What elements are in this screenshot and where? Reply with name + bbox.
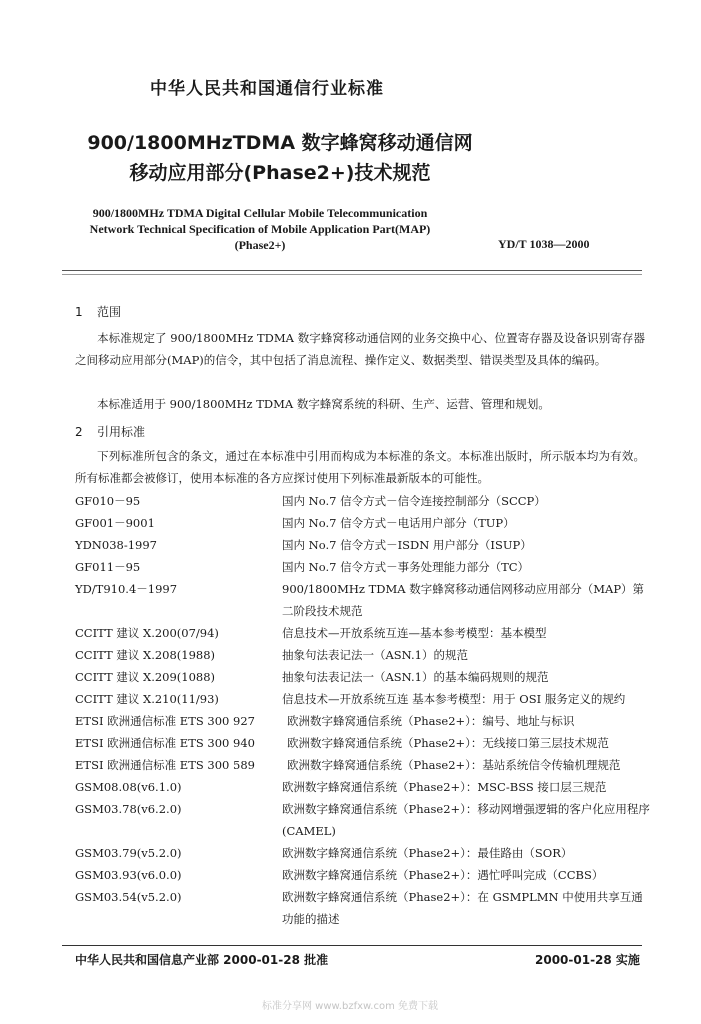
title-zh-line2: 移动应用部分(Phase2+)技术规范 bbox=[129, 162, 431, 184]
reference-item bbox=[75, 534, 655, 556]
section-number: 2 bbox=[75, 425, 83, 439]
reference-item bbox=[75, 886, 655, 930]
section-refs-heading bbox=[75, 423, 145, 440]
reference-code: GF001－9001 bbox=[75, 516, 155, 530]
reference-desc: 国内 No.7 信令方式－电话用户部分（TUP） bbox=[282, 516, 515, 530]
reference-desc: 信息技术—开放系统互连—基本参考模型：基本模型 bbox=[282, 626, 547, 640]
reference-desc: 欧洲数字蜂窝通信系统（Phase2+）：编号、地址与标识 bbox=[287, 714, 575, 728]
reference-item bbox=[75, 512, 655, 534]
section-number: 1 bbox=[75, 305, 83, 319]
reference-desc: 信息技术—开放系统互连 基本参考模型：用于 OSI 服务定义的规约 bbox=[282, 692, 626, 706]
header-divider-secondary bbox=[62, 274, 642, 275]
reference-code: CCITT 建议 X.200(07/94) bbox=[75, 626, 219, 640]
effective-date: 2000-01-28 实施 bbox=[535, 953, 640, 967]
reference-code: GF010－95 bbox=[75, 494, 141, 508]
reference-code: GSM08.08(v6.1.0) bbox=[75, 780, 182, 794]
refs-intro-paragraph bbox=[75, 445, 645, 489]
reference-item bbox=[75, 864, 655, 886]
reference-item bbox=[75, 578, 655, 622]
reference-desc: 欧洲数字蜂窝通信系统（Phase2+）：遇忙呼叫完成（CCBS） bbox=[282, 868, 604, 882]
scope-paragraph-2 bbox=[75, 393, 645, 415]
reference-desc: 欧洲数字蜂窝通信系统（Phase2+）：MSC-BSS 接口层三规范 bbox=[282, 780, 607, 794]
reference-code: CCITT 建议 X.210(11/93) bbox=[75, 692, 219, 706]
reference-item bbox=[75, 644, 655, 666]
title-en-line3: (Phase2+) bbox=[234, 238, 286, 252]
reference-desc: 抽象句法表记法一（ASN.1）的基本编码规则的规范 bbox=[282, 670, 549, 684]
reference-item bbox=[75, 622, 655, 644]
reference-desc: 900/1800MHz TDMA 数字蜂窝移动通信网移动应用部分（MAP）第二阶段技术规范 bbox=[282, 582, 645, 618]
reference-code: GSM03.79(v5.2.0) bbox=[75, 846, 182, 860]
reference-desc: 欧洲数字蜂窝通信系统（Phase2+）：基站系统信令传输机理规范 bbox=[287, 758, 621, 772]
reference-code: ETSI 欧洲通信标准 ETS 300 589 bbox=[75, 758, 255, 772]
reference-item bbox=[75, 490, 655, 512]
reference-item bbox=[75, 842, 655, 864]
reference-item bbox=[75, 754, 655, 776]
reference-item bbox=[75, 776, 655, 798]
title-english bbox=[40, 205, 480, 253]
scope-paragraph-1 bbox=[75, 327, 645, 371]
refs-intro-text: 下列标准所包含的条文，通过在本标准中引用而构成为本标准的条文。本标准出版时，所示版本均为有效。所有标准都会被修订，使用本标准的各方应探讨使用下列标准最新版本的可能性。 bbox=[75, 449, 645, 485]
reference-item bbox=[75, 710, 655, 732]
reference-code: GSM03.93(v6.0.0) bbox=[75, 868, 182, 882]
title-chinese bbox=[70, 128, 490, 188]
watermark: 标准分享网 www.bzfxw.com 免费下载 bbox=[262, 1001, 438, 1012]
reference-code: CCITT 建议 X.209(1088) bbox=[75, 670, 216, 684]
section-scope-heading bbox=[75, 303, 121, 320]
scope-text-1: 本标准规定了 900/1800MHz TDMA 数字蜂窝移动通信网的业务交换中心、位置寄存器及设备识别寄存器之间移动应用部分(MAP)的信令，其中包括了消息流程、操作定义、数据类型、错误类型及具体的编码。 bbox=[75, 331, 645, 367]
reference-code: GF011－95 bbox=[75, 560, 141, 574]
scope-text-2: 本标准适用于 900/1800MHz TDMA 数字蜂窝系统的科研、生产、运营、管理和规划。 bbox=[97, 397, 550, 411]
section-title: 范围 bbox=[97, 305, 122, 319]
reference-code: GSM03.78(v6.2.0) bbox=[75, 802, 182, 816]
reference-item bbox=[75, 556, 655, 578]
reference-desc: 欧洲数字蜂窝通信系统（Phase2+）：在 GSMPLMN 中使用共享互通功能的描述 bbox=[282, 890, 643, 926]
title-en-line1: 900/1800MHz TDMA Digital Cellular Mobile Telecommunication bbox=[92, 206, 428, 220]
standard-code: YD/T 1038—2000 bbox=[498, 237, 590, 251]
reference-desc: 欧洲数字蜂窝通信系统（Phase2+）：移动网增强逻辑的客户化应用程序(CAMEL) bbox=[282, 802, 650, 838]
reference-desc: 国内 No.7 信令方式－ISDN 用户部分（ISUP） bbox=[282, 538, 532, 552]
header-divider bbox=[62, 270, 642, 271]
org-header: 中华人民共和国通信行业标准 bbox=[150, 79, 384, 99]
footer-divider bbox=[62, 945, 642, 946]
reference-desc: 国内 No.7 信令方式－信令连接控制部分（SCCP） bbox=[282, 494, 546, 508]
title-en-line2: Network Technical Specification of Mobile Application Part(MAP) bbox=[89, 222, 431, 236]
reference-desc: 国内 No.7 信令方式－事务处理能力部分（TC） bbox=[282, 560, 530, 574]
reference-desc: 抽象句法表记法一（ASN.1）的规范 bbox=[282, 648, 468, 662]
reference-code: CCITT 建议 X.208(1988) bbox=[75, 648, 216, 662]
reference-code: YD/T910.4－1997 bbox=[75, 582, 178, 596]
reference-code: YDN038-1997 bbox=[75, 538, 157, 552]
issuer-approval: 中华人民共和国信息产业部 2000-01-28 批准 bbox=[75, 953, 329, 967]
reference-item bbox=[75, 666, 655, 688]
reference-list bbox=[75, 490, 655, 930]
reference-desc: 欧洲数字蜂窝通信系统（Phase2+）：最佳路由（SOR） bbox=[282, 846, 573, 860]
section-title: 引用标准 bbox=[97, 425, 146, 439]
reference-code: ETSI 欧洲通信标准 ETS 300 940 bbox=[75, 736, 255, 750]
reference-item bbox=[75, 798, 655, 842]
reference-desc: 欧洲数字蜂窝通信系统（Phase2+）：无线接口第三层技术规范 bbox=[287, 736, 609, 750]
reference-item bbox=[75, 732, 655, 754]
reference-code: GSM03.54(v5.2.0) bbox=[75, 890, 182, 904]
reference-code: ETSI 欧洲通信标准 ETS 300 927 bbox=[75, 714, 255, 728]
title-zh-line1: 900/1800MHzTDMA 数字蜂窝移动通信网 bbox=[87, 132, 473, 154]
reference-item bbox=[75, 688, 655, 710]
